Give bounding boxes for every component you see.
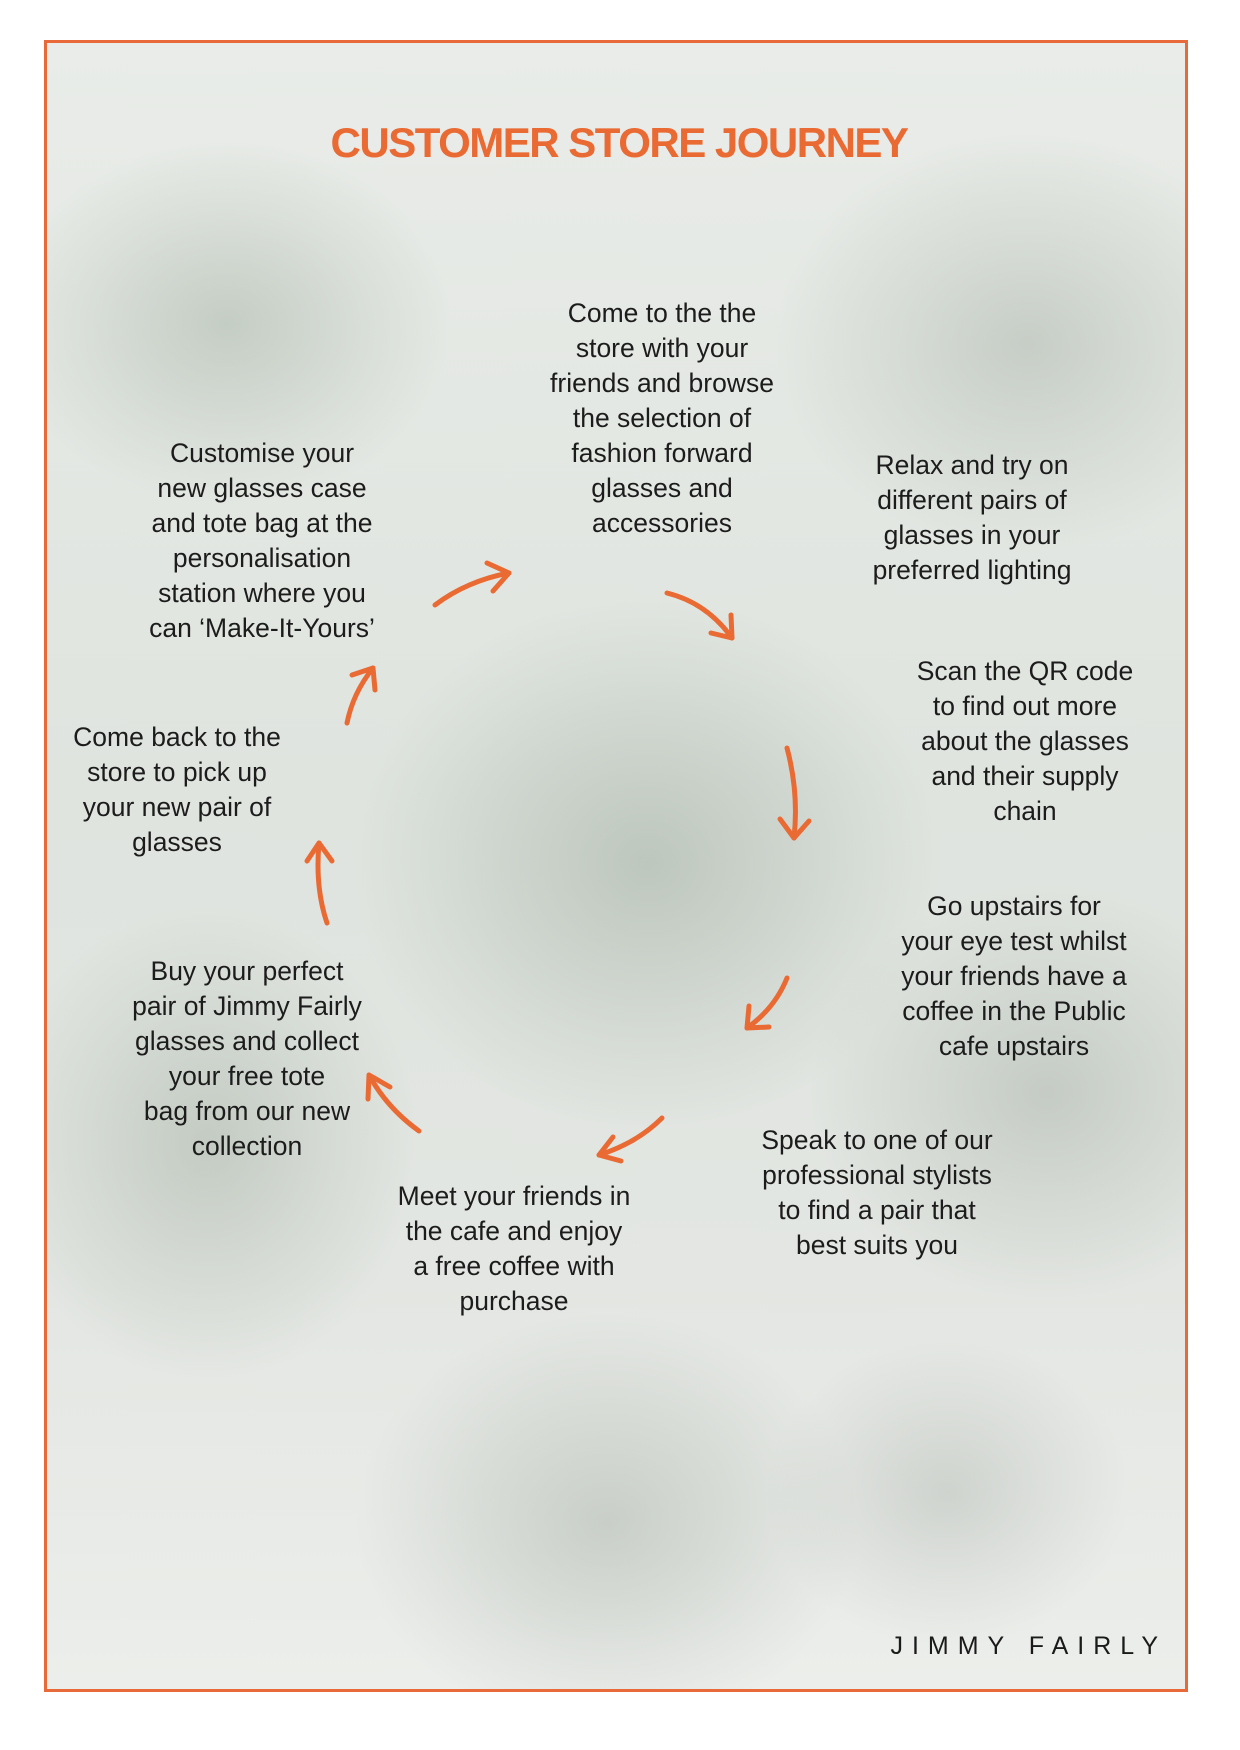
step-stylist: Speak to one of our professional stylists to find a pair that best suits you <box>761 1125 993 1260</box>
step-pick-up: Come back to the store to pick up your new pair of glasses <box>73 722 281 857</box>
curved-arrow-icon <box>307 843 332 923</box>
journey-frame <box>44 40 1188 1692</box>
curved-arrow-icon <box>747 978 787 1028</box>
step-scan-qr: Scan the QR code to find out more about the glasses and their supply chain <box>916 656 1134 826</box>
journey-arrows <box>47 43 1188 1692</box>
curved-arrow-icon <box>435 563 509 605</box>
step-personalise: Customise your new glasses case and tote bag at the personalisation station where you can ‘Make-It-Yours’ <box>149 438 375 643</box>
curved-arrow-icon <box>780 748 809 838</box>
curved-arrow-icon <box>347 668 375 723</box>
step-eye-test: Go upstairs for your eye test whilst your friends have a coffee in the Public cafe upstairs <box>901 891 1127 1061</box>
step-try-on: Relax and try on different pairs of glasses in your preferred lighting <box>872 450 1072 585</box>
curved-arrow-icon <box>667 593 732 638</box>
curved-arrow-icon <box>599 1118 662 1161</box>
curved-arrow-icon <box>368 1075 419 1131</box>
page-title: CUSTOMER STORE JOURNEY <box>330 119 908 166</box>
brand-logo: JIMMY FAIRLY <box>890 1632 1167 1660</box>
step-browse-store: Come to the the store with your friends and browse the selection of fashion forward glasses and accessories <box>550 298 774 538</box>
step-buy-glasses: Buy your perfect pair of Jimmy Fairly glasses and collect your free tote bag from our new collection <box>132 956 362 1161</box>
step-cafe: Meet your friends in the cafe and enjoy a free coffee with purchase <box>397 1181 631 1316</box>
